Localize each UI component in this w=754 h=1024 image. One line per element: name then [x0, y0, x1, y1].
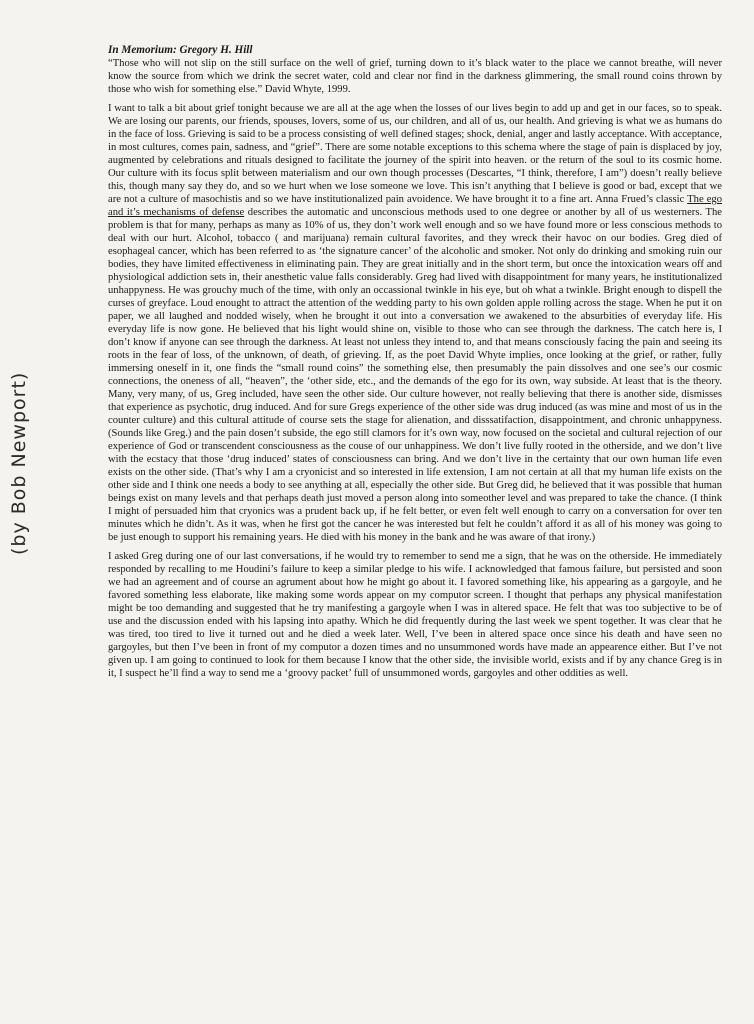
- paragraph-2: I asked Greg during one of our last conversations, if he would try to remember to send me a sign, that he was on the otherside. He immediately responded by recalling to me Houdini’s failure to keep a similar pledge to his wife. I acknowledged that famous failure, but persisted and soon we had an agreement and of course an agrument about how he might go about it. I favored something like, his appearing as a gargoyle, and he favored something less elaborate, like making some words appear on my computor screen. I thought that perhaps any physical manifestation might be too demanding and suggested that he try manifesting a gargoyle when I was in altered space. He felt that was too subjective to be of use and the discussion ended with his lapsing into apathy. Which he did frequently during the last week we spent together. It was clear that he was tired, too tired to live it turned out and he died a week later. Well, I’ve been in altered space once since his death and have seen no gargoyles, but then I’ve been in front of my computor a dozen times and no unsummoned words have made an appearence either. But I’ve not given up. I am going to continued to look for them because I know that the other side, the invisible world, exists and if by any chance Greg is in it, I suspect he’ll find a way to send me a ‘groovy packet’ full of unsummoned words, gargoyles and other oddities as well.: [108, 551, 722, 679]
- document-title: In Memorium: Gregory H. Hill: [108, 44, 253, 56]
- document-body: [108, 44, 722, 686]
- book-title-underlined: The ego and it’s mechanisms of defense: [108, 194, 722, 218]
- paragraph-1-part-b: describes the automatic and unconscious methods used to one degree or another by all of us westerners. The problem is that for many, perhaps as many as 10% of us, they don’t work well enough and so we have found more or less conscious methods to deal with our hurt. Alcohol, tobacco ( and marijuana) remain cultural favorites, and they wreck their havoc on our bodies. Greg died of esophageal cancer, which has been referred to as ‘the signature cancer’ of the alcoholic and smoker. Not only do drinking and smoking ruin our bodies, they have limited effectiveness in eliminating pain. They are great initially and in the short term, but once the intoxication wears off and physiological addiction sets in, their anesthetic value falls considerably. Greg had lived with disappointment for many years, he institutionalized unhappyness. He was grouchy much of the time, with only an occassional twinkle in his eye, but oh what a twinkle. Bright enough to dispell the curses of greyface. Loud enought to attract the attention of the wedding party to his own golden apple rolling across the stage. When he put it on paper, we all laughed and nodded wisely, when he brought it out into a conversation we awakened to the absurbities of everyday life. His everyday life is now gone. He believed that his light would shine on, visible to those who can see through the darkness. The catch here is, I don’t know if anyone can see through the darkness. At least not unless they intend to, and that means consciously facing the pain and seeing its roots in the fear of loss, of the unknown, of death, of grieving. If, as the poet David Whyte implies, once looking at the grief, or rather, fully immersing oneself in it, one finds the “small round coins” the something else, then presumably the pain dissolves and one see’s our cosmic connections, the oneness of all, “heaven”, the ‘other side, etc., and the demands of the ego for its own, way subside. At least that is the theory. Many, very many, of us, Greg included, have seen the other side. Our culture however, not really believing that there is another side, dismisses that experience as psychotic, drug induced. And for sure Gregs experience of the other side was drug induced (as was mine and most of us in the counter culture) and this cultural attitude of course sets the stage for alienation, and disssatifaction, disappointment, and chronic unhappyness. (Sounds like Greg.) and the pain dosen’t subside, the ego still clamors for it’s own way, now focused on the societal and cultural rejection of our experience of God or transcendent consciousness as the couse of our unhappiness. We don’t live fully rooted in the otherside, and we don’t live with the ecstacy that those ‘drug induced’ states of consciousness can bring. And we don’t live in the certainty that our own human life even exists on the other side. (That’s why I am a cryonicist and so interested in life extension, I am not certain at all that my human life exists on the other side and I think one needs a body to see anything at all, especially the other side. But Greg did, he believed that it was possible that human beings exist on many levels and that perhaps death just moved a person along into someother level and was prepared to take the chance. (I think I might of persuaded him that cryonics was a prudent back up, if he felt better, or even felt well enough to carry on a conversation for over ten minutes which he didn’t. As it was, when he first got the cancer he was interested but felt he couldn’t afford it as all of his money was going to be just enough to support his remaining years. He died with his money in the bank and he was aware of that irony.): [108, 207, 722, 543]
- opening-quote: “Those who will not slip on the still surface on the well of grief, turning down to it’s black water to the place we cannot breathe, will never know the source from which we drink the secret water, cold and clear nor find in the darkness glimmering, the small round coins thrown by those who wish for something else.” David Whyte, 1999.: [108, 58, 722, 95]
- paragraph-1: [108, 102, 722, 544]
- handwritten-author-note: (by Bob Newport): [8, 371, 30, 555]
- paragraph-1-part-a: I want to talk a bit about grief tonight because we are all at the age when the losses of our lives begin to add up and get in our faces, so to speak. We are losing our parents, our friends, spouses, lovers, some of us, our children, and all of us, our health. And grieving is what we as humans do in the face of loss. Grieving is said to be a process consisting of well defined stages; shock, denial, anger and lastly acceptance. With acceptance, in most cultures, comes pain, sadness, and “grief”. There are some notable exceptions to this schema where the stage of pain is displaced by joy, augmented by celebrations and rituals designed to facilitate the journey of the spirit into heaven. or the return of the soul to its cosmic home. Our culture with its focus split between materialism and our own though processes (Descartes, “I think, therefore, I am”) doesn’t really believe this, though many say they do, and so we hurt when we lose someone we love. This isn’t anything that I believe is good or bad, except that we are not a culture of masochistis and so we have institutionalized pain avoidence. We have brought it to a fine art. Anna Frued’s classic: [108, 103, 722, 205]
